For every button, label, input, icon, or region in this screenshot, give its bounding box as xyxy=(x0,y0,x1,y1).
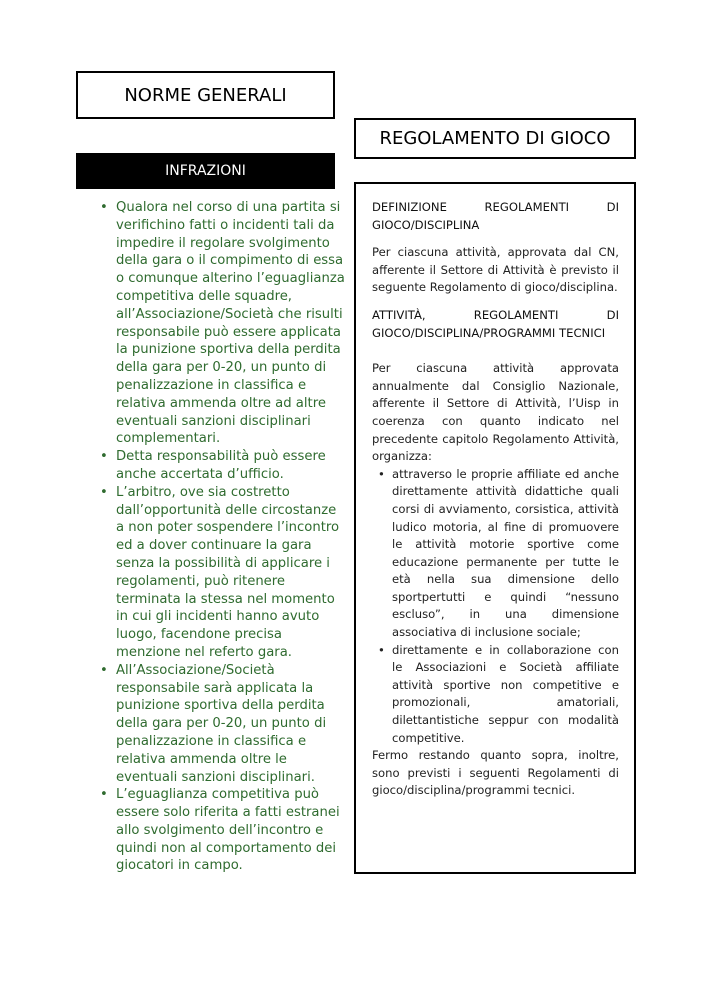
list-item-text: L’eguaglianza competitiva può essere solo riferita a fatti estranei allo svolgimento dell’incontro e quindi non al comportamento dei giocatori in campo. xyxy=(116,787,340,874)
regolamento-di-gioco-label: REGOLAMENTO DI GIOCO xyxy=(379,128,611,149)
bullet-icon: • xyxy=(100,484,108,500)
bullet-icon: • xyxy=(100,200,108,215)
attivita-list xyxy=(372,466,619,748)
closing-text: Fermo restando quanto sopra, inoltre, sono previsti i seguenti Regolamenti di gioco/disciplina/programmi tecnici. xyxy=(372,748,619,798)
regolamento-content xyxy=(372,199,619,800)
regolamento-box xyxy=(354,182,636,874)
list-item-text: attraverso le proprie affiliate ed anche direttamente attività didattiche quali corsi di avviamento, corsistica, attività ludico motoria, al fine di promuovere le attività motorie sportive come educazione permanente per tutte le età nella sua dimensione dello sportpertutti e quindi “nessuno escluso”, in una dimensione associativa di inclusione sociale; xyxy=(392,466,619,640)
bullet-icon: • xyxy=(100,449,108,465)
list-item xyxy=(100,786,348,875)
bullet-icon: • xyxy=(378,466,385,481)
bullet-icon: • xyxy=(378,642,385,657)
bullet-icon: • xyxy=(100,787,108,803)
definizione-heading: DEFINIZIONE REGOLAMENTI DI GIOCO/DISCIPLINA xyxy=(372,200,619,232)
norme-generali-title xyxy=(76,71,335,119)
infrazioni-label: INFRAZIONI xyxy=(165,163,246,179)
definizione-text: Per ciascuna attività, approvata dal CN, afferente il Settore di Attività è previsto il seguente Regolamento di gioco/disciplina. xyxy=(372,245,619,295)
list-item xyxy=(100,199,348,448)
attivita-text: Per ciascuna attività approvata annualmente dal Consiglio Nazionale, afferente il Settore di Attività, l’Uisp in coerenza con quanto indicato nel precedente capitolo Regolamento Attività, organizza: xyxy=(372,361,619,464)
list-item-text: All’Associazione/Società responsabile sarà applicata la punizione sportiva della perdita della gara per 0-20, un punto di penalizzazione in classifica e relativa ammenda oltre le eventuali sanzioni disciplinari. xyxy=(116,662,327,785)
list-item-text: Detta responsabilità può essere anche accertata d’ufficio. xyxy=(116,449,326,482)
norme-generali-label: NORME GENERALI xyxy=(124,84,287,106)
list-item xyxy=(378,466,619,642)
attivita-heading: ATTIVITÀ, REGOLAMENTI DI GIOCO/DISCIPLINA/PROGRAMMI TECNICI xyxy=(372,307,619,340)
regolamento-di-gioco-title xyxy=(354,118,636,159)
list-item xyxy=(378,642,619,748)
list-item-text: Qualora nel corso di una partita si verifichino fatti o incidenti tali da impedire il regolare svolgimento della gara o il compimento di essa o comunque alterino l’eguaglianza competitiva delle squadre, all’Associazione/Società che risulti responsabile può essere applicata la punizione sportiva della perdita della gara per 0-20, un punto di penalizzazione in classifica e relativa ammenda oltre ad altre eventuali sanzioni disciplinari complementari. xyxy=(116,200,345,447)
list-item-text: L’arbitro, ove sia costretto dall’opportunità delle circostanze a non poter sospendere l’incontro ed a dover continuare la gara senza la possibilità di applicare i regolamenti, può ritenere terminata la stessa nel momento in cui gli incidenti hanno avuto luogo, facendone precisa menzione nel referto gara. xyxy=(116,484,340,660)
list-item xyxy=(100,484,348,662)
list-item xyxy=(100,662,348,787)
infrazioni-list xyxy=(96,199,348,875)
infrazioni-header xyxy=(76,153,335,189)
list-item xyxy=(100,448,348,484)
bullet-icon: • xyxy=(100,662,108,678)
list-item-text: direttamente e in collaborazione con le Associazioni e Società affiliate attività sportive non competitive e promozionali, amatoriali, dilettantistiche seppur con modalità competitive. xyxy=(392,642,619,745)
